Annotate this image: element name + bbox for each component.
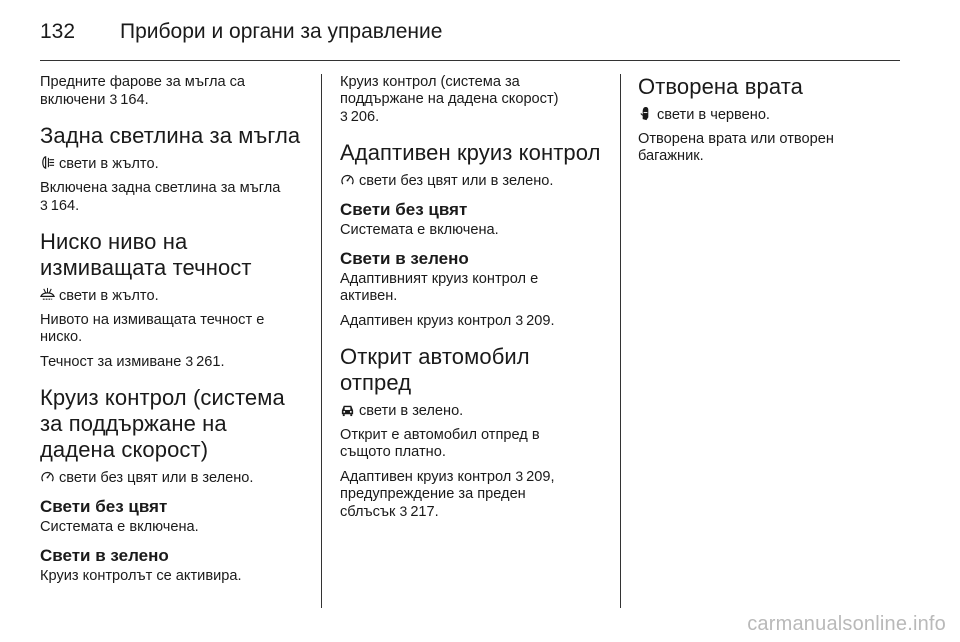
- vehicle-status: свети в зелено.: [340, 402, 610, 420]
- watermark: carmanualsonline.info: [747, 613, 946, 635]
- door-status: свети в червено.: [638, 106, 900, 124]
- section-heading-acc: Адаптивен круиз контрол: [340, 140, 601, 165]
- acc-sub-text-2: Адаптивният круиз контрол е активен.: [340, 271, 539, 304]
- column-1: [40, 74, 312, 592]
- acc-sub-text-1: Системата е включена.: [340, 222, 499, 238]
- intro-paragraph: Предните фарове за мъгла са включени 3 164.: [40, 74, 246, 108]
- cruise-sub-text-2: Круиз контролът се активира.: [40, 568, 242, 584]
- cruise-status: свети без цвят или в зелено.: [40, 469, 312, 487]
- washer-status: свети в жълто.: [40, 287, 312, 305]
- column-divider-1: [321, 74, 322, 608]
- page-ref-icon: 3: [399, 503, 408, 519]
- washer-fluid-ref: Течност за измиване 3 261.: [40, 353, 225, 370]
- acc-link: Адаптивен круиз контрол 3 209.: [340, 312, 555, 329]
- cruise-control-icon: [40, 469, 55, 484]
- rear-fog-lamp-icon: [40, 155, 55, 170]
- page-ref-icon: 3: [515, 312, 524, 328]
- page-ref-icon: 3: [340, 108, 348, 124]
- rear-fog-status: свети в жълто.: [40, 155, 312, 173]
- section-heading-rear-fog: Задна светлина за мъгла: [40, 123, 301, 148]
- page-number: 132: [40, 20, 76, 43]
- column-divider-2: [620, 74, 621, 608]
- page-ref-icon: 3: [109, 91, 118, 107]
- page-ref-icon: 3: [40, 197, 48, 213]
- acc-status: свети без цвят или в зелено.: [340, 172, 610, 190]
- page-header: [40, 12, 900, 52]
- cruise-continued: Круиз контрол (система за поддържане на дадена скорост) 3 206.: [340, 74, 559, 125]
- section-heading-vehicle-ahead: Открит автомобил отпред: [340, 344, 530, 395]
- column-3: [638, 74, 900, 172]
- acc-sub-heading-2: Свети в зелено: [340, 249, 469, 268]
- section-heading-cruise: Круиз контрол (система за поддържане на дадена скорост): [40, 385, 285, 462]
- acc-sub-heading-1: Свети без цвят: [340, 200, 468, 219]
- cruise-control-icon: [340, 172, 355, 187]
- door-open-icon: [638, 106, 653, 121]
- cruise-sub-heading-1: Свети без цвят: [40, 497, 168, 516]
- door-desc: Отворена врата или отворен багажник.: [638, 131, 834, 164]
- cruise-sub-heading-2: Свети в зелено: [40, 546, 169, 565]
- column-2: [340, 74, 610, 528]
- vehicle-ahead-icon: [340, 402, 355, 417]
- washer-fluid-icon: [40, 287, 55, 302]
- section-heading-door-open: Отворена врата: [638, 74, 803, 99]
- washer-desc: Нивото на измиващата течност е ниско.: [40, 312, 265, 345]
- section-heading-washer: Ниско ниво на измиващата течност: [40, 229, 252, 280]
- page-ref-icon: 3: [185, 353, 194, 369]
- vehicle-links: Адаптивен круиз контрол 3 209, предупреждение за преден сблъсък 3 217.: [340, 468, 555, 520]
- header-divider: [40, 60, 900, 61]
- rear-fog-desc: Включена задна светлина за мъгла 3 164.: [40, 180, 281, 214]
- cruise-sub-text-1: Системата е включена.: [40, 519, 199, 535]
- page-title: Прибори и органи за управление: [120, 20, 443, 43]
- vehicle-desc: Открит е автомобил отпред в същото платно.: [340, 427, 540, 460]
- page-ref-icon: 3: [515, 468, 524, 484]
